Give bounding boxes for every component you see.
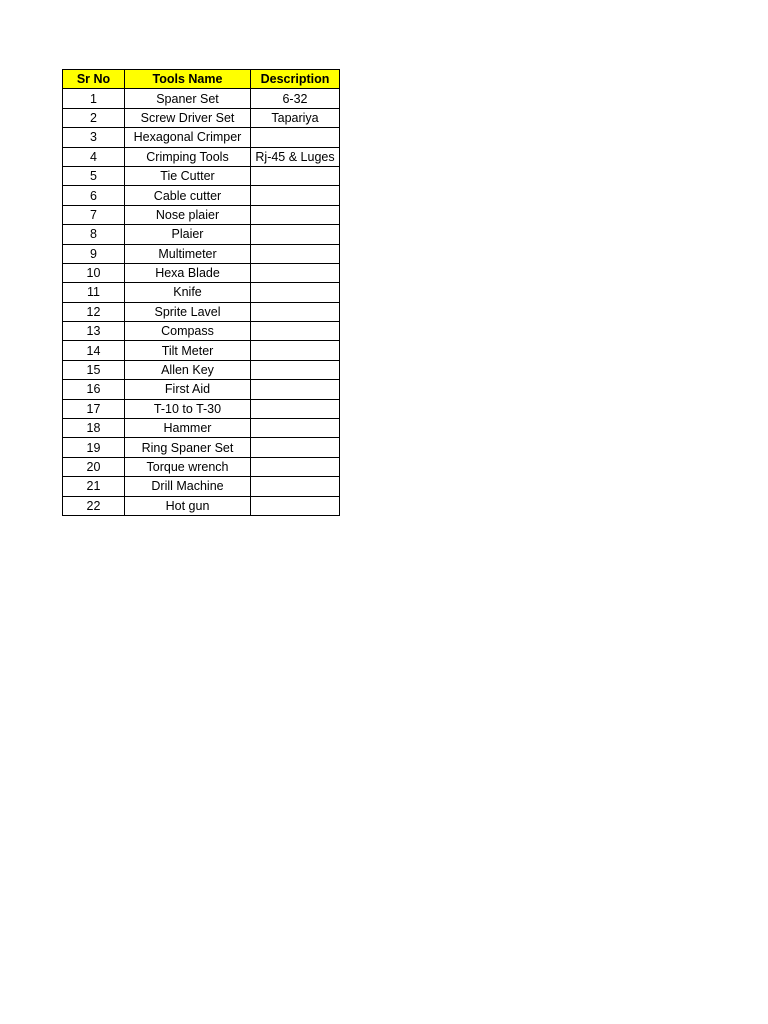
cell-sr-no: 9 — [63, 244, 125, 263]
cell-sr-no: 19 — [63, 438, 125, 457]
cell-description — [251, 419, 340, 438]
cell-description — [251, 263, 340, 282]
cell-description — [251, 205, 340, 224]
cell-description: 6-32 — [251, 89, 340, 108]
cell-sr-no: 13 — [63, 322, 125, 341]
cell-tool-name: First Aid — [125, 380, 251, 399]
cell-sr-no: 16 — [63, 380, 125, 399]
cell-sr-no: 1 — [63, 89, 125, 108]
table-row — [63, 477, 340, 496]
cell-sr-no: 12 — [63, 302, 125, 321]
cell-tool-name: Tilt Meter — [125, 341, 251, 360]
table-row — [63, 399, 340, 418]
cell-sr-no: 18 — [63, 419, 125, 438]
cell-tool-name: Torque wrench — [125, 457, 251, 476]
table-row — [63, 205, 340, 224]
header-sr-no: Sr No — [63, 70, 125, 89]
table-row — [63, 108, 340, 127]
cell-description — [251, 399, 340, 418]
cell-description — [251, 283, 340, 302]
cell-tool-name: Crimping Tools — [125, 147, 251, 166]
cell-description — [251, 244, 340, 263]
cell-tool-name: Plaier — [125, 225, 251, 244]
cell-sr-no: 3 — [63, 128, 125, 147]
cell-tool-name: Nose plaier — [125, 205, 251, 224]
table-row — [63, 341, 340, 360]
table-row — [63, 263, 340, 282]
cell-tool-name: Cable cutter — [125, 186, 251, 205]
cell-tool-name: T-10 to T-30 — [125, 399, 251, 418]
cell-tool-name: Spaner Set — [125, 89, 251, 108]
table-row — [63, 186, 340, 205]
cell-tool-name: Hexagonal Crimper — [125, 128, 251, 147]
tools-table — [62, 69, 340, 516]
cell-sr-no: 4 — [63, 147, 125, 166]
cell-tool-name: Hot gun — [125, 496, 251, 515]
cell-sr-no: 10 — [63, 263, 125, 282]
cell-tool-name: Compass — [125, 322, 251, 341]
cell-description — [251, 322, 340, 341]
cell-tool-name: Drill Machine — [125, 477, 251, 496]
cell-description — [251, 128, 340, 147]
cell-description — [251, 477, 340, 496]
table-row — [63, 225, 340, 244]
cell-description — [251, 341, 340, 360]
table-row — [63, 419, 340, 438]
table-row — [63, 322, 340, 341]
cell-tool-name: Allen Key — [125, 360, 251, 379]
table-row — [63, 89, 340, 108]
cell-description — [251, 360, 340, 379]
table-row — [63, 147, 340, 166]
cell-tool-name: Ring Spaner Set — [125, 438, 251, 457]
cell-tool-name: Hexa Blade — [125, 263, 251, 282]
table-row — [63, 283, 340, 302]
table-row — [63, 438, 340, 457]
cell-description — [251, 496, 340, 515]
cell-tool-name: Hammer — [125, 419, 251, 438]
cell-sr-no: 14 — [63, 341, 125, 360]
cell-description: Rj-45 & Luges — [251, 147, 340, 166]
table-row — [63, 302, 340, 321]
cell-description — [251, 302, 340, 321]
table-row — [63, 457, 340, 476]
table-row — [63, 166, 340, 185]
table-row — [63, 380, 340, 399]
table-row — [63, 496, 340, 515]
table-row — [63, 128, 340, 147]
table-header-row — [63, 70, 340, 89]
cell-description — [251, 166, 340, 185]
cell-sr-no: 20 — [63, 457, 125, 476]
table-row — [63, 244, 340, 263]
cell-description — [251, 186, 340, 205]
cell-description — [251, 438, 340, 457]
cell-tool-name: Knife — [125, 283, 251, 302]
cell-description — [251, 225, 340, 244]
header-tools-name: Tools Name — [125, 70, 251, 89]
cell-sr-no: 15 — [63, 360, 125, 379]
cell-sr-no: 17 — [63, 399, 125, 418]
cell-tool-name: Sprite Lavel — [125, 302, 251, 321]
cell-sr-no: 8 — [63, 225, 125, 244]
cell-description — [251, 457, 340, 476]
cell-tool-name: Multimeter — [125, 244, 251, 263]
cell-sr-no: 7 — [63, 205, 125, 224]
header-description: Description — [251, 70, 340, 89]
cell-sr-no: 22 — [63, 496, 125, 515]
cell-sr-no: 6 — [63, 186, 125, 205]
cell-sr-no: 21 — [63, 477, 125, 496]
cell-tool-name: Tie Cutter — [125, 166, 251, 185]
cell-description: Tapariya — [251, 108, 340, 127]
cell-tool-name: Screw Driver Set — [125, 108, 251, 127]
cell-description — [251, 380, 340, 399]
cell-sr-no: 5 — [63, 166, 125, 185]
cell-sr-no: 11 — [63, 283, 125, 302]
cell-sr-no: 2 — [63, 108, 125, 127]
table-row — [63, 360, 340, 379]
